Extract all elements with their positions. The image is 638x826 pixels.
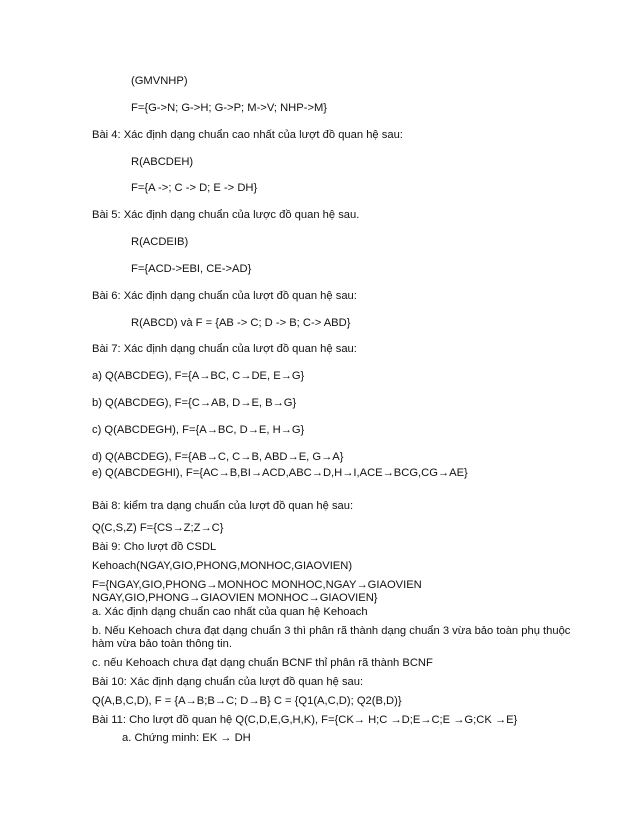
exercise-9-heading: Bài 9: Cho lượt đồ CSDL	[92, 541, 217, 553]
exercise-10-heading: Bài 10: Xác định dạng chuẩn của lượt đồ quan hệ sau:	[92, 676, 364, 688]
exercise-9-fd-line-2: NGAY,GIO,PHONG→GIAOVIEN MONHOC→GIAOVIEN}	[92, 592, 378, 604]
exercise-7-item-d: d) Q(ABCDEG), F={AB→C, C→B, ABD→E, G→A}	[92, 451, 344, 463]
schema-abcd-fd: R(ABCD) và F = {AB -> C; D -> B; C-> ABD}	[131, 317, 351, 329]
fd-set-gmvnhp: F={G->N; G->H; G->P; M->V; NHP->M}	[131, 102, 328, 114]
exercise-9-question-a: a. Xác định dạng chuẩn cao nhất của quan hệ Kehoach	[92, 606, 368, 618]
schema-abcdeh: R(ABCDEH)	[131, 156, 194, 168]
exercise-10-schema: Q(A,B,C,D), F = {A→B;B→C; D→B} C = {Q1(A,C,D); Q2(B,D)}	[92, 695, 402, 707]
exercise-4-heading: Bài 4: Xác định dạng chuẩn cao nhất của lượt đồ quan hệ sau:	[92, 129, 403, 141]
exercise-7-item-c: c) Q(ABCDEGH), F={A→BC, D→E, H→G}	[92, 424, 305, 436]
exercise-7-item-a: a) Q(ABCDEG), F={A→BC, C→DE, E→G}	[92, 370, 305, 382]
fd-set-acdeib: F={ACD->EBI, CE->AD}	[131, 263, 252, 275]
exercise-11-heading: Bài 11: Cho lượt đồ quan hệ Q(C,D,E,G,H,K), F={CK→ H;C →D;E→C;E →G;CK →E}	[92, 714, 518, 726]
exercise-9-question-c: c. nếu Kehoach chưa đạt dạng chuẩn BCNF thỉ phân rã thành BCNF	[92, 657, 433, 669]
exercise-8-heading: Bài 8: kiểm tra dạng chuẩn của lượt đồ quan hệ sau:	[92, 500, 354, 512]
schema-acdeib: R(ACDEIB)	[131, 236, 189, 248]
exercise-11-question-a: a. Chứng minh: EK → DH	[122, 732, 251, 744]
fd-set-abcdeh: F={A ->; C -> D; E -> DH}	[131, 182, 258, 194]
exercise-6-heading: Bài 6: Xác định dạng chuẩn của lượt đồ quan hệ sau:	[92, 290, 357, 302]
exercise-5-heading: Bài 5: Xác định dạng chuẩn của lược đồ quan hệ sau.	[92, 209, 360, 221]
exercise-9-question-b: b. Nếu Kehoach chưa đạt dạng chuẩn 3 thì phân rã thành dạng chuẩn 3 vừa bảo toàn phụ thuộc	[92, 625, 571, 637]
exercise-9-schema: Kehoach(NGAY,GIO,PHONG,MONHOC,GIAOVIEN)	[92, 560, 353, 572]
schema-gmvnhp: (GMVNHP)	[131, 75, 188, 87]
exercise-9-fd-line-1: F={NGAY,GIO,PHONG→MONHOC MONHOC,NGAY→GIAOVIEN	[92, 579, 422, 591]
exercise-8-schema: Q(C,S,Z) F={CS→Z;Z→C}	[92, 522, 224, 534]
exercise-7-item-e: e) Q(ABCDEGHI), F={AC→B,BI→ACD,ABC→D,H→I,ACE→BCG,CG→AE}	[92, 467, 468, 479]
exercise-7-item-b: b) Q(ABCDEG), F={C→AB, D→E, B→G}	[92, 397, 297, 409]
exercise-9-question-b-cont: hàm vừa bảo toàn thông tin.	[92, 638, 232, 650]
exercise-7-heading: Bài 7: Xác định dạng chuẩn của lượt đồ quan hệ sau:	[92, 343, 357, 355]
